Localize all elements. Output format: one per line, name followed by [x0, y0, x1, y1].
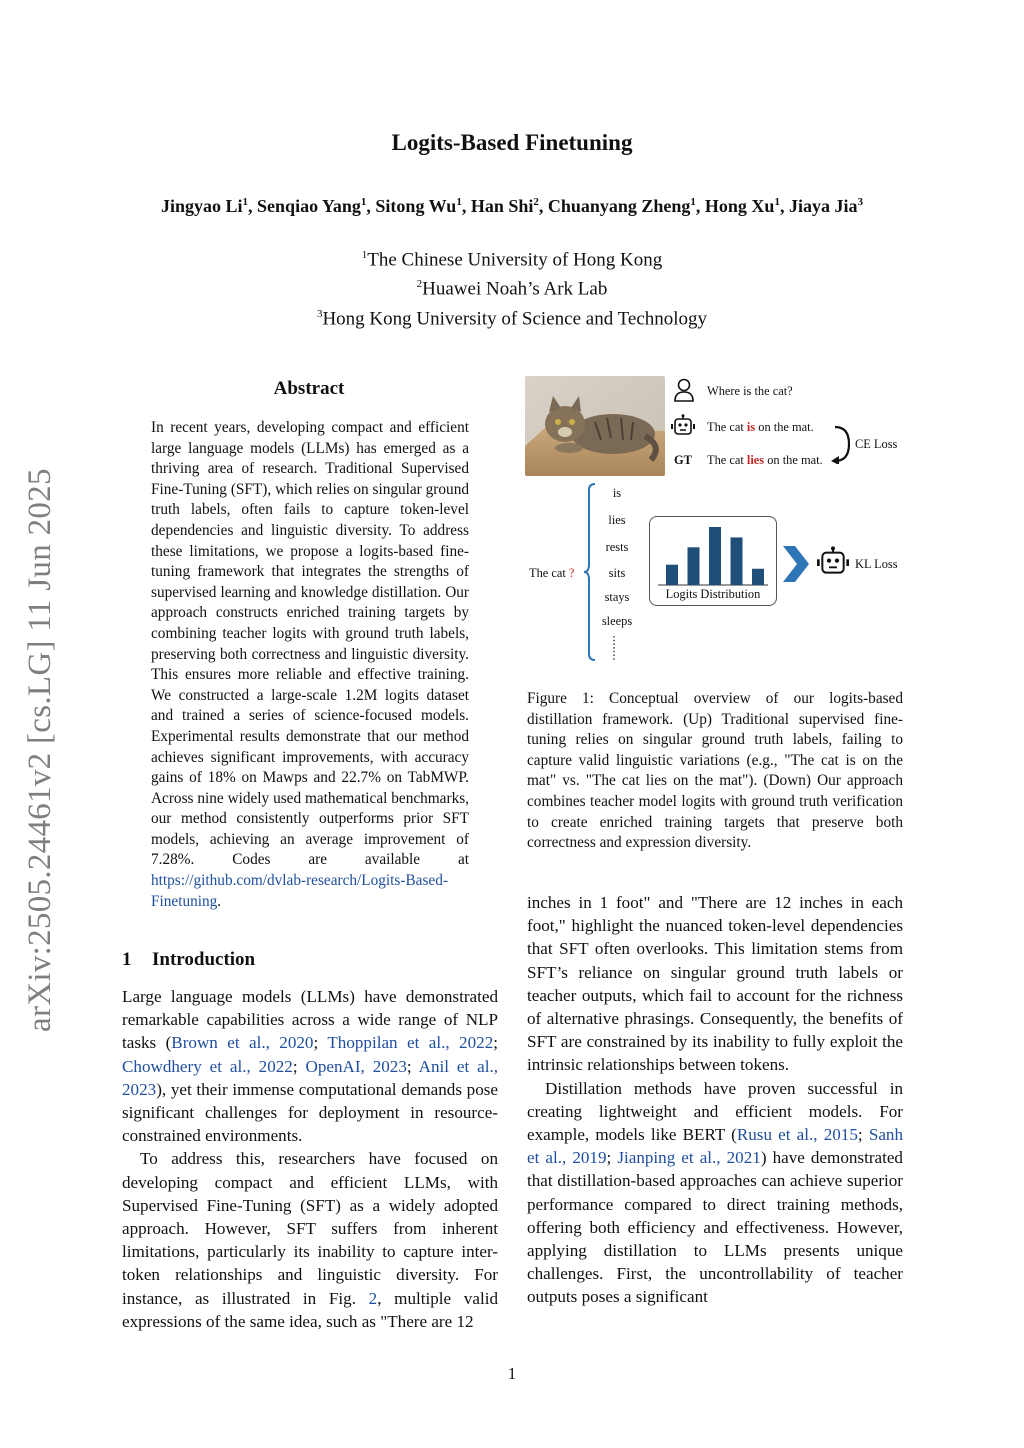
citation-link[interactable]: OpenAI, 2023: [305, 1056, 407, 1076]
logit-bar: [666, 565, 678, 585]
vertical-ellipsis-icon: [612, 636, 616, 665]
affiliations: [0, 243, 1024, 331]
citation-link[interactable]: Brown et al., 2020: [171, 1033, 314, 1053]
gt-sentence: The cat lies on the mat.: [707, 453, 823, 467]
curly-brace-icon: [583, 482, 597, 667]
robot-icon: [671, 414, 695, 443]
abstract-heading: Abstract: [273, 378, 345, 399]
section-heading: 1 Introduction: [122, 949, 256, 970]
question-text: Where is the cat?: [707, 384, 793, 398]
logit-bar: [752, 569, 764, 585]
logits-distribution-label: Logits Distribution: [665, 587, 761, 601]
paragraph: Distillation methods have proven successful in creating lightweight and efficient models. For example, models like BERT (Rusu et al., 2015; Sanh et al., 2019; Jianping et al., 2021) have demonstrated that distillation-based approaches can achieve superior performance compared to direct training methods, offering both efficiency and effectiveness. However, applying distillation to LLMs presents unique challenges. First, the uncontrollability of teacher outputs poses a significant: [527, 1078, 903, 1307]
author: Hong Xu$^1$: [704, 196, 780, 216]
candidate-token: rests: [605, 540, 629, 554]
intro-right-column: [527, 891, 903, 1309]
paragraph: To address this, researchers have focused on developing compact and efficient LLMs, with Supervised Fine-Tuning (SFT) as a widely adopted approach. However, SFT suffers from inherent limitations, particularly its inability to capture inter-token relationships and linguistic diversity. For instance, as illustrated in Fig. 2, multiple valid expressions of the same idea, such as "There are 12: [122, 1149, 498, 1331]
paper-title: Logits-Based Finetuning: [391, 130, 633, 155]
cat-photo: [525, 376, 665, 476]
author: Sitong Wu$^1$: [375, 196, 462, 216]
author: Jingyao Li$^1$: [161, 196, 249, 216]
affiliation: $^2$Huawei Noah’s Ark Lab: [416, 278, 608, 300]
user-icon: [673, 378, 695, 407]
candidate-token: sits: [608, 566, 626, 580]
figure-caption: Figure 1: Conceptual overview of our logits-based distillation framework. (Up) Traditional supervised fine-tuning relies on singular ground truth labels, failing to capture valid linguistic variations (e.g., "The cat is on the mat" vs. "The cat lies on the mat"). (Down) Our approach combines teacher model logits with ground truth verification to create enriched training targets that preserve both correctness and expression diversity.: [527, 690, 903, 852]
candidate-token: is: [612, 486, 622, 500]
citation-link[interactable]: Jianping et al., 2021: [617, 1148, 761, 1168]
logits-bar-chart: [650, 517, 776, 587]
logits-distribution-box: [649, 516, 777, 606]
paragraph: Large language models (LLMs) have demonstrated remarkable capabilities across a wide range of NLP tasks (Brown et al., 2020; Thoppilan et al., 2022; Chowdhery et al., 2022; OpenAI, 2023; Anil et al., 2023), yet their immense computational demands pose significant challenges for deployment in resource-constrained environments.: [122, 987, 498, 1146]
figure-1: [525, 376, 915, 666]
robot-icon: [817, 546, 849, 583]
citation-link[interactable]: Rusu et al., 2015: [736, 1125, 858, 1145]
prompt-text: The cat ?: [529, 566, 575, 580]
author: Chuanyang Zheng$^1$: [547, 196, 696, 216]
logit-bar: [688, 547, 700, 585]
logit-bar: [731, 537, 743, 585]
kl-loss-label: KL Loss: [855, 557, 898, 571]
ce-loss-label: CE Loss: [855, 437, 898, 451]
affiliation: $^3$Hong Kong University of Science and Technology: [316, 307, 708, 329]
author: Jiaya Jia$^3$: [788, 196, 863, 216]
paragraph: inches in 1 foot" and "There are 12 inches in each foot," highlight the nuanced token-level dependencies that SFT often overlooks. This limitation stems from SFT’s reliance on singular ground truth labels or teacher outputs, which fail to account for the richness of alternative phrasings. Consequently, the benefits of SFT are constrained by its inability to fully exploit the intrinsic relationships between tokens.: [527, 893, 903, 1075]
author-list: Jingyao Li$^1$, Senqiao Yang$^1$, Sitong Wu$^1$, Han Shi$^2$, Chuanyang Zheng$^1$, Hong Xu$^1$, Jiaya Jia$^3$: [161, 196, 863, 216]
citation-link[interactable]: Sanh et al., 2019: [527, 1125, 903, 1168]
gt-label: GT: [674, 453, 692, 467]
citation-link[interactable]: Chowdhery et al., 2022: [122, 1056, 293, 1076]
candidate-token: lies: [608, 513, 626, 527]
arxiv-watermark: arXiv:2505.24461v2 [cs.LG] 11 Jun 2025: [22, 468, 58, 1032]
ce-loss-bracket-icon: [831, 424, 853, 469]
author: Senqiao Yang$^1$: [257, 196, 367, 216]
code-link[interactable]: https://github.com/dvlab-research/Logits-Based-Finetuning: [151, 872, 448, 910]
citation-link[interactable]: Anil et al., 2023: [122, 1056, 498, 1099]
affiliation: $^1$The Chinese University of Hong Kong: [361, 249, 663, 271]
candidate-token: stays: [604, 590, 630, 604]
figure-ref-link[interactable]: 2: [368, 1288, 378, 1308]
abstract-body: In recent years, developing compact and efficient large language models (LLMs) has emerged as a thriving area of research. Traditional Supervised Fine-Tuning (SFT), which relies on singular ground truth labels, often fails to capture token-level dependencies and linguistic diversity. To address these limitations, we propose a logits-based fine-tuning framework that integrates the strengths of supervised learning and knowledge distillation. Our approach constructs enriched training targets by combining teacher logits with ground truth labels, preserving both correctness and linguistic diversity. This ensures more reliable and effective training. We constructed a large-scale 1.2M logits dataset and trained a series of science-focused models. Experimental results demonstrate that our method achieves significant improvements, with accuracy gains of 18% on Mawps and 22.7% on TabMWP. Across nine widely used mathematical benchmarks, our method consistently outperforms prior SFT models, achieving an average improvement of 7.28%. Codes are available at https://github.com/dvlab-research/Logits-Based-Finetuning.: [151, 419, 469, 910]
citation-link[interactable]: Thoppilan et al., 2022: [327, 1033, 494, 1053]
chevron-right-icon: [781, 544, 811, 589]
logit-bar: [709, 527, 721, 585]
author: Han Shi$^2$: [470, 196, 539, 216]
page-number: 1: [507, 1364, 517, 1383]
intro-left-column: [122, 985, 498, 1333]
candidate-token: sleeps: [601, 614, 633, 628]
sft-sentence: The cat is on the mat.: [707, 420, 814, 434]
